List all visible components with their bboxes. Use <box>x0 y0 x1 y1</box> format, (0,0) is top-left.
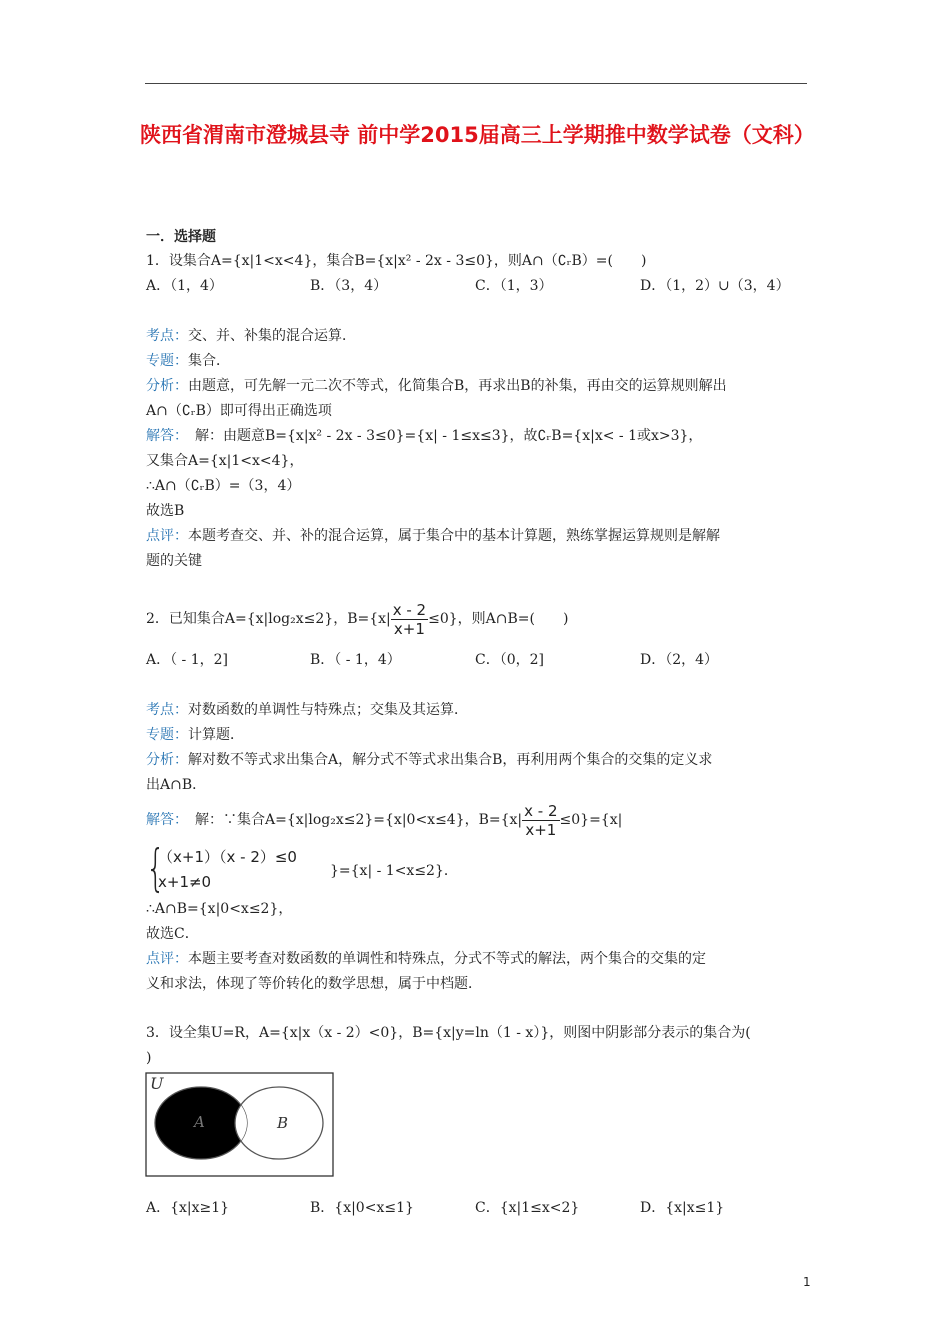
section-heading: 一．选择题 <box>146 229 216 245</box>
q3-option-a: A．{x|x≥1} <box>146 1200 230 1216</box>
q1-fenxi-cont: A∩（∁ᵣB）即可得出正确选项 <box>146 403 332 419</box>
q1-zhuanti: 专题：集合． <box>146 353 230 369</box>
q2-jieda-label: 解答： <box>146 812 181 828</box>
q2-zhuanti: 专题：计算题． <box>146 727 244 743</box>
q2-system-line1: （x+1）（x - 2）≤0 <box>158 848 297 866</box>
q2-option-d: D．（2，4） <box>640 652 719 668</box>
q2-option-c: C．（0，2] <box>475 652 544 668</box>
header-rule <box>145 83 807 84</box>
q2-jieda-line3: ∴A∩B={x|0<x≤2}， <box>146 901 293 917</box>
q1-option-c: C．（1，3） <box>475 278 553 294</box>
page-title: 陕西省渭南市澄城县寺 前中学2015届高三上学期推中数学试卷（文科） <box>140 123 815 147</box>
q2-dianping-cont: 义和求法，体现了等价转化的数学思想，属于中档题． <box>146 976 482 992</box>
q1-jieda-label: 解答： <box>146 428 181 444</box>
q1-stem: 1．设集合A={x|1<x<4}，集合B={x|x² - 2x - 3≤0}，则A∩（∁ᵣB）=( ) <box>146 253 647 269</box>
q1-jieda: 解答： 解：由题意B={x|x² - 2x - 3≤0}={x| - 1≤x≤3}，故∁ᵣB={x|x< - 1或x>3}， <box>146 428 703 444</box>
q2-fenxi-label: 分析： <box>146 752 188 768</box>
venn-label-a: A <box>194 1113 205 1131</box>
venn-diagram <box>145 1072 335 1178</box>
q1-jieda-line4: 故选B <box>146 503 185 519</box>
q3-stem: 3．设全集U=R，A={x|x（x - 2）<0}，B={x|y=ln（1 - x）}，则图中阴影部分表示的集合为( <box>146 1025 751 1041</box>
q1-option-d: D．（1，2）∪（3，4） <box>640 278 790 294</box>
q2-inequality-system <box>146 839 346 897</box>
q1-dianping-cont: 题的关键 <box>146 553 202 569</box>
q3-option-c: C．{x|1≤x<2} <box>475 1200 580 1216</box>
q1-kaodian-label: 考点： <box>146 328 188 344</box>
q3-option-b: B．{x|0<x≤1} <box>310 1200 414 1216</box>
q2-dianping-label: 点评： <box>146 951 188 967</box>
q2-fraction: $\frac{x - 2}{x+1}$ <box>392 600 427 638</box>
q1-jieda-line3: ∴A∩（∁ᵣB）=（3，4） <box>146 478 301 494</box>
left-brace: { <box>146 839 166 897</box>
q2-stem: 2．已知集合A={x|log₂x≤2}，B={x| $\frac{x - 2}{x+1}$ ≤0}，则A∩B=( ) <box>146 600 569 638</box>
q2-system-line2: x+1≠0 <box>158 873 212 891</box>
q2-kaodian-label: 考点： <box>146 702 188 718</box>
q1-zhuanti-label: 专题： <box>146 353 188 369</box>
q2-zhuanti-label: 专题： <box>146 727 188 743</box>
q3-stem-cont: ) <box>146 1050 152 1066</box>
q1-dianping: 点评：本题考查交、并、补的混合运算，属于集合中的基本计算题，熟练掌握运算规则是解解 <box>146 528 720 544</box>
q2-jieda: 解答： 解：∵集合A={x|log₂x≤2}={x|0<x≤4}，B={x| $\frac{x - 2}{x+1}$ ≤0}={x| <box>146 801 623 839</box>
q3-option-d: D．{x|x≤1} <box>640 1200 725 1216</box>
q1-fenxi: 分析：由题意，可先解一元二次不等式，化简集合B，再求出B的补集，再由交的运算规则解出 <box>146 378 727 394</box>
venn-label-b: B <box>277 1114 289 1132</box>
page-number: 1 <box>803 1275 811 1289</box>
q1-dianping-label: 点评： <box>146 528 188 544</box>
q1-jieda-line2: 又集合A={x|1<x<4}， <box>146 453 304 469</box>
q2-jieda-line2: }={x| - 1<x≤2}． <box>330 863 458 879</box>
q2-jieda-line4: 故选C． <box>146 926 199 942</box>
q2-fenxi-cont: 出A∩B． <box>146 777 207 793</box>
q2-dianping: 点评：本题主要考查对数函数的单调性和特殊点，分式不等式的解法，两个集合的交集的定 <box>146 951 706 967</box>
q2-option-b: B．（ - 1，4） <box>310 652 401 668</box>
q2-kaodian: 考点：对数函数的单调性与特殊点；交集及其运算． <box>146 702 468 718</box>
q1-kaodian: 考点：交、并、补集的混合运算． <box>146 328 356 344</box>
q2-option-a: A．（ - 1，2] <box>146 652 229 668</box>
q1-option-b: B．（3，4） <box>310 278 388 294</box>
q1-option-a: A．（1，4） <box>146 278 223 294</box>
q1-fenxi-label: 分析： <box>146 378 188 394</box>
q2-fenxi: 分析：解对数不等式求出集合A，解分式不等式求出集合B，再利用两个集合的交集的定义求 <box>146 752 713 768</box>
q2-jieda-fraction: $\frac{x - 2}{x+1}$ <box>524 801 558 839</box>
venn-label-u: U <box>150 1074 164 1093</box>
